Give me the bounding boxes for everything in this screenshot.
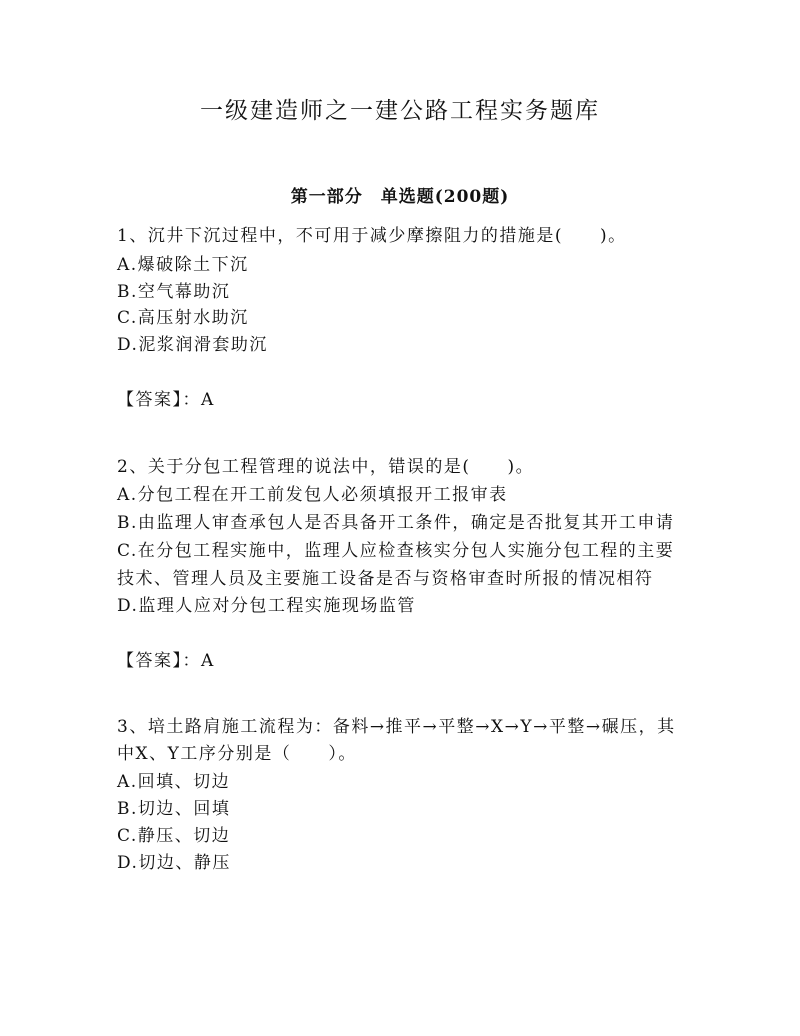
question-1-answer: 【答案】：A (117, 390, 215, 410)
document-title: 一级建造师之一建公路工程实务题库 (200, 98, 600, 124)
question-3-option-c: C.静压、切边 (117, 826, 231, 846)
question-3-option-b: B.切边、回填 (117, 799, 231, 819)
question-2-stem: 2、关于分包工程管理的说法中，错误的是( )。 (117, 457, 535, 477)
question-3-stem-continued: 中X、Y工序分别是（ ）。 (117, 744, 357, 764)
question-2-option-c-continued: 技术、管理人员及主要施工设备是否与资格审查时所报的情况相符 (117, 569, 654, 589)
question-2-option-c: C.在分包工程实施中，监理人应检查核实分包人实施分包工程的主要 (117, 541, 675, 561)
question-2-option-b: B.由监理人审查承包人是否具备开工条件，确定是否批复其开工申请 (117, 513, 675, 533)
question-1-option-c: C.高压射水助沉 (117, 308, 249, 328)
question-1-option-a: A.爆破除土下沉 (117, 255, 249, 275)
question-1-stem: 1、沉井下沉过程中，不可用于减少摩擦阻力的措施是( )。 (117, 226, 627, 246)
question-1-option-d: D.泥浆润滑套助沉 (117, 335, 268, 355)
question-2-option-a: A.分包工程在开工前发包人必须填报开工报审表 (117, 485, 508, 505)
question-3-option-a: A.回填、切边 (117, 772, 231, 792)
question-2-option-d: D.监理人应对分包工程实施现场监管 (117, 596, 416, 616)
question-2-answer: 【答案】：A (117, 651, 215, 671)
question-3-stem: 3、培土路肩施工流程为：备料→推平→平整→X→Y→平整→碾压，其 (117, 717, 676, 737)
section-title: 第一部分 单选题(200题) (290, 187, 510, 207)
question-3-option-d: D.切边、静压 (117, 853, 231, 873)
question-1-option-b: B.空气幕助沉 (117, 282, 231, 302)
